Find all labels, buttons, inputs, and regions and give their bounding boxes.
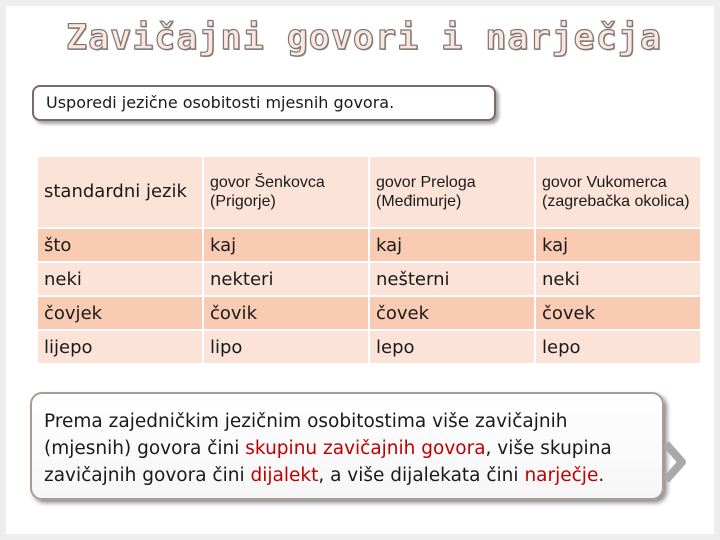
term-narjecje: narječje <box>524 465 599 486</box>
table-cell: što <box>37 228 203 262</box>
table-row <box>37 228 701 262</box>
table-cell: nekteri <box>203 262 369 296</box>
term-dijalekt: dijalekt <box>250 465 319 486</box>
table-cell: kaj <box>203 228 369 262</box>
table-row <box>37 262 701 296</box>
table-cell: lepo <box>369 330 535 364</box>
table-header-cell: govor Šenkovca (Prigorje) <box>203 156 369 228</box>
note-text: Prema zajedničkim jezičnim osobitostima više zavičajnih (mjesnih) govora čini <box>44 411 568 459</box>
table-cell: čovek <box>535 296 701 330</box>
note-text: , a više dijalekata čini <box>318 465 525 486</box>
term-skupina-govora: skupinu zavičajnih govora <box>245 438 486 459</box>
table-header-cell: govor Vukomerca (zagrebačka okolica) <box>535 156 701 228</box>
table-cell: čovik <box>203 296 369 330</box>
table-cell: čovjek <box>37 296 203 330</box>
table-header-cell: standardni jezik <box>37 156 203 228</box>
note-text: . <box>598 465 605 486</box>
dialect-table <box>36 155 702 365</box>
table-cell: nešterni <box>369 262 535 296</box>
instruction-box <box>32 85 496 121</box>
table-cell: lijepo <box>37 330 203 364</box>
table-cell: kaj <box>535 228 701 262</box>
chevron-right-icon <box>660 440 688 484</box>
table-row <box>37 296 701 330</box>
table-cell: neki <box>535 262 701 296</box>
table-header-cell: govor Preloga (Međimurje) <box>369 156 535 228</box>
table-cell: lepo <box>535 330 701 364</box>
table-header-row <box>37 156 701 228</box>
table-cell: kaj <box>369 228 535 262</box>
table-cell: lipo <box>203 330 369 364</box>
instruction-text: Usporedi jezične osobitosti mjesnih govora. <box>46 93 395 112</box>
table-cell: čovek <box>369 296 535 330</box>
table-row <box>37 330 701 364</box>
slide-title: Zavičajni govori i narječja <box>66 18 662 58</box>
note-text: , više skupina zavičajnih govora čini <box>44 438 612 486</box>
table-cell: neki <box>37 262 203 296</box>
definition-note <box>30 392 664 500</box>
next-slide-button[interactable] <box>660 440 688 484</box>
